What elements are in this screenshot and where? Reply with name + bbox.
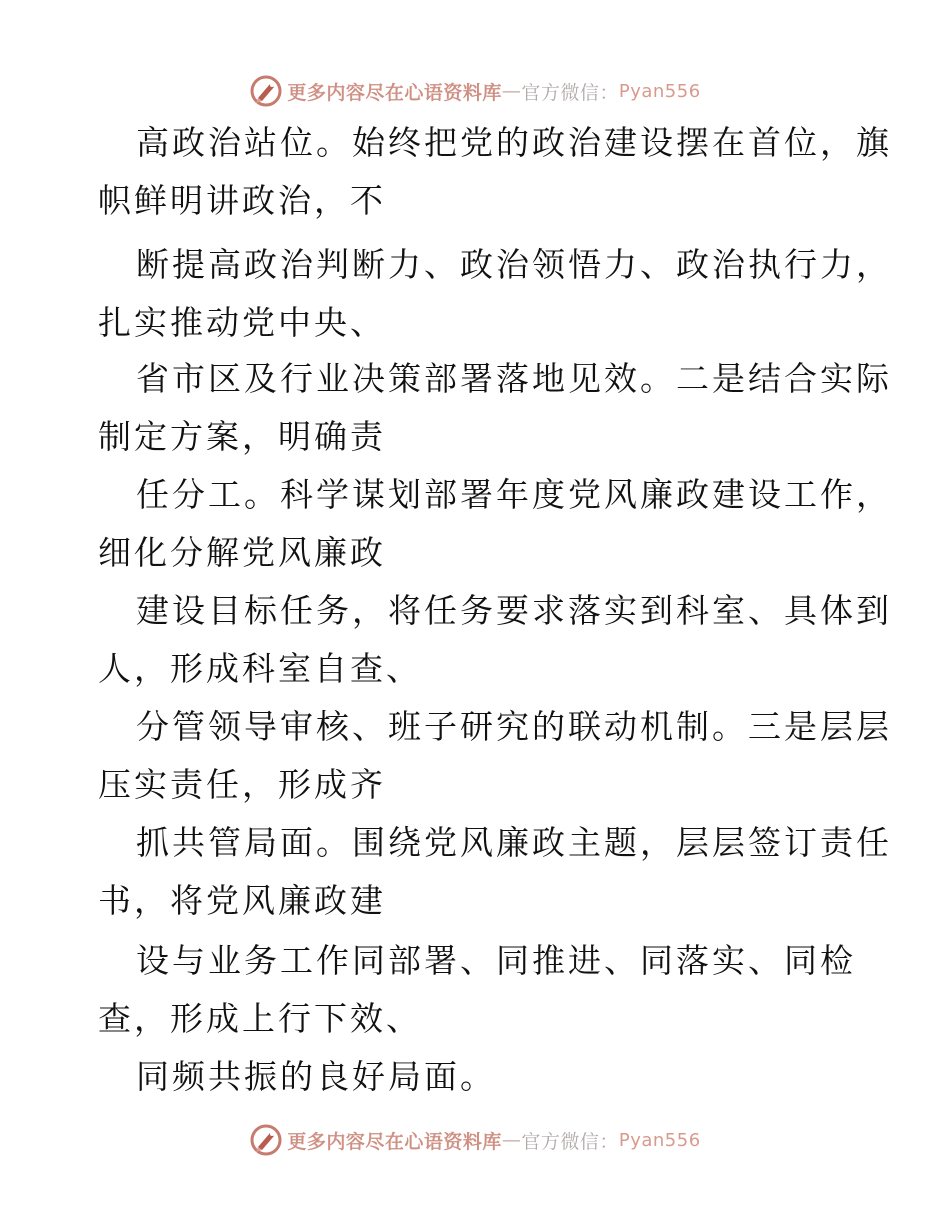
body-line: 扎实推动党中央、 <box>98 303 386 342</box>
body-line: 制定方案，明确责 <box>98 417 386 456</box>
banner-wechat-label: 官方微信： <box>521 1130 619 1153</box>
footer-watermark-banner <box>0 1120 950 1160</box>
header-watermark-banner <box>0 71 950 111</box>
body-line: 帜鲜明讲政治，不 <box>98 181 386 220</box>
body-line: 高政治站位。始终把党的政治建设摆在首位，旗 <box>136 123 892 162</box>
body-line: 建设目标任务，将任务要求落实到科室、具体到 <box>136 591 892 630</box>
banner-wechat-label: 官方微信： <box>521 81 619 104</box>
body-line: 设与业务工作同部署、同推进、同落实、同检 <box>136 941 856 980</box>
banner-separator: — <box>501 80 522 102</box>
body-line: 分管领导审核、班子研究的联动机制。三是层层 <box>136 707 892 746</box>
body-line: 任分工。科学谋划部署年度党风廉政建设工作， <box>136 475 892 514</box>
pen-logo-icon <box>249 74 283 108</box>
body-line: 省市区及行业决策部署落地见效。二是结合实际 <box>136 359 892 398</box>
body-line: 同频共振的良好局面。 <box>136 1057 496 1096</box>
banner-wechat-id: Pyan556 <box>618 80 701 102</box>
body-line: 压实责任，形成齐 <box>98 765 386 804</box>
body-line: 细化分解党风廉政 <box>98 533 386 572</box>
banner-separator: — <box>501 1129 522 1151</box>
body-line: 书，将党风廉政建 <box>98 881 386 920</box>
pen-logo-icon <box>249 1123 283 1157</box>
body-line: 查，形成上行下效、 <box>98 999 422 1038</box>
body-line: 断提高政治判断力、政治领悟力、政治执行力， <box>136 245 892 284</box>
banner-main-text: 更多内容尽在心语资料库 <box>287 81 502 104</box>
banner-main-text: 更多内容尽在心语资料库 <box>287 1130 502 1153</box>
body-line: 抓共管局面。围绕党风廉政主题，层层签订责任 <box>136 823 892 862</box>
banner-wechat-id: Pyan556 <box>618 1129 701 1151</box>
body-line: 人，形成科室自查、 <box>98 649 422 688</box>
